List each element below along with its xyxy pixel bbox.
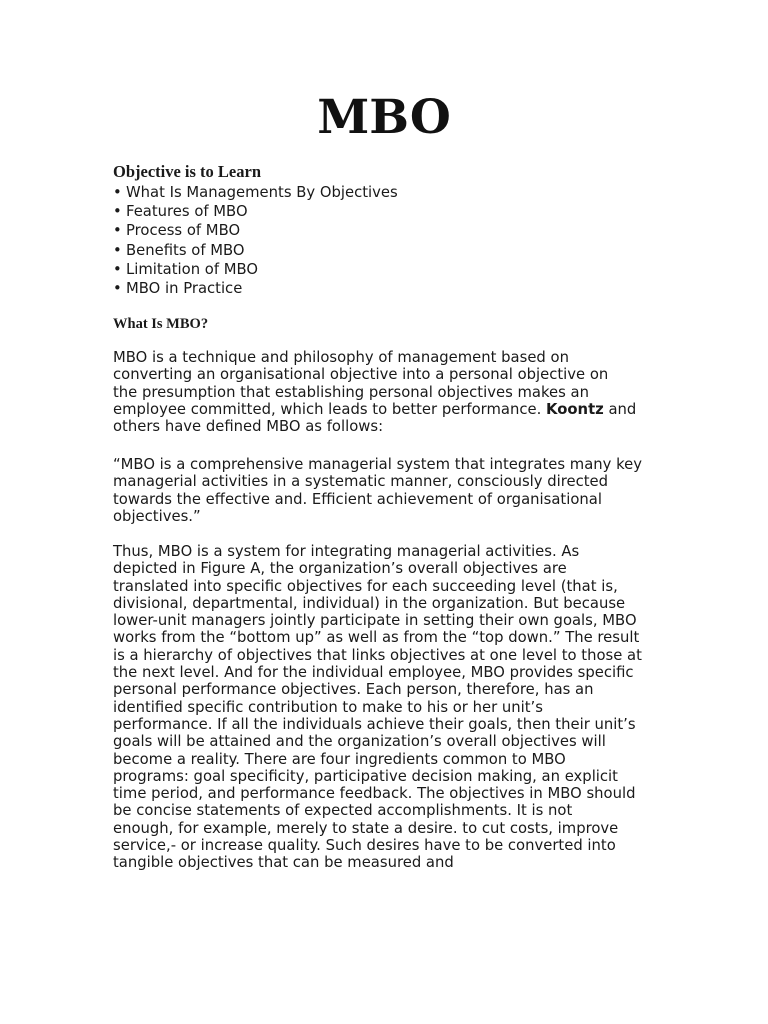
definition-paragraph: MBO is a technique and philosophy of management based on converting an organisational objective into a personal objective on the presumption that establishing personal objectives makes an employee committed, which leads to better performance. Koontz and others have defined MBO as follows: (113, 349, 637, 436)
bullet-icon: • (113, 280, 122, 298)
quote-paragraph: “MBO is a comprehensive managerial system that integrates many key managerial activities in a systematic manner, consciously directed towards the effective and. Efficient achievement of organisational objectives.” (113, 456, 642, 525)
list-item: • Limitation of MBO (113, 260, 259, 278)
objectives-heading: Objective is to Learn (113, 162, 262, 181)
bullet-icon: • (113, 203, 122, 221)
objectives-list (113, 183, 398, 298)
section-heading: What Is MBO? (113, 316, 209, 332)
list-item: • Features of MBO (113, 203, 248, 221)
document-title: MBO (317, 90, 451, 145)
bullet-icon: • (113, 184, 122, 201)
bullet-icon: • (113, 222, 122, 240)
author-name: Koontz (546, 400, 604, 418)
list-item: • Benefits of MBO (113, 241, 245, 259)
list-item: • MBO in Practice (113, 280, 243, 298)
list-item: • What Is Managements By Objectives (113, 184, 398, 201)
bullet-icon: • (113, 260, 122, 278)
list-item: • Process of MBO (113, 222, 241, 240)
body-paragraph: Thus, MBO is a system for integrating managerial activities. As depicted in Figure A, the organization’s overall objectives are translated into specific objectives for each succeeding level (that is, divisional, departmental, individual) in the organization. But because lower-unit managers jointly participate in setting their own goals, MBO works from the “bottom up” as well as from the “top down.” The result is a hierarchy of objectives that links objectives at one level to those at the next level. And for the individual employee, MBO provides specific personal performance objectives. Each person, therefore, has an identified specific contribution to make to his or her unit’s performance. If all the individuals achieve their goals, then their unit’s goals will be attained and the organization’s overall objectives will become a reality. There are four ingredients common to MBO programs: goal specificity, participative decision making, an explicit time period, and performance feedback. The objectives in MBO should be concise statements of expected accomplishments. It is not enough, for example, merely to state a desire. to cut costs, improve service,- or increase quality. Such desires have to be converted into tangible objectives that can be measured and (113, 543, 642, 872)
bullet-icon: • (113, 241, 122, 259)
